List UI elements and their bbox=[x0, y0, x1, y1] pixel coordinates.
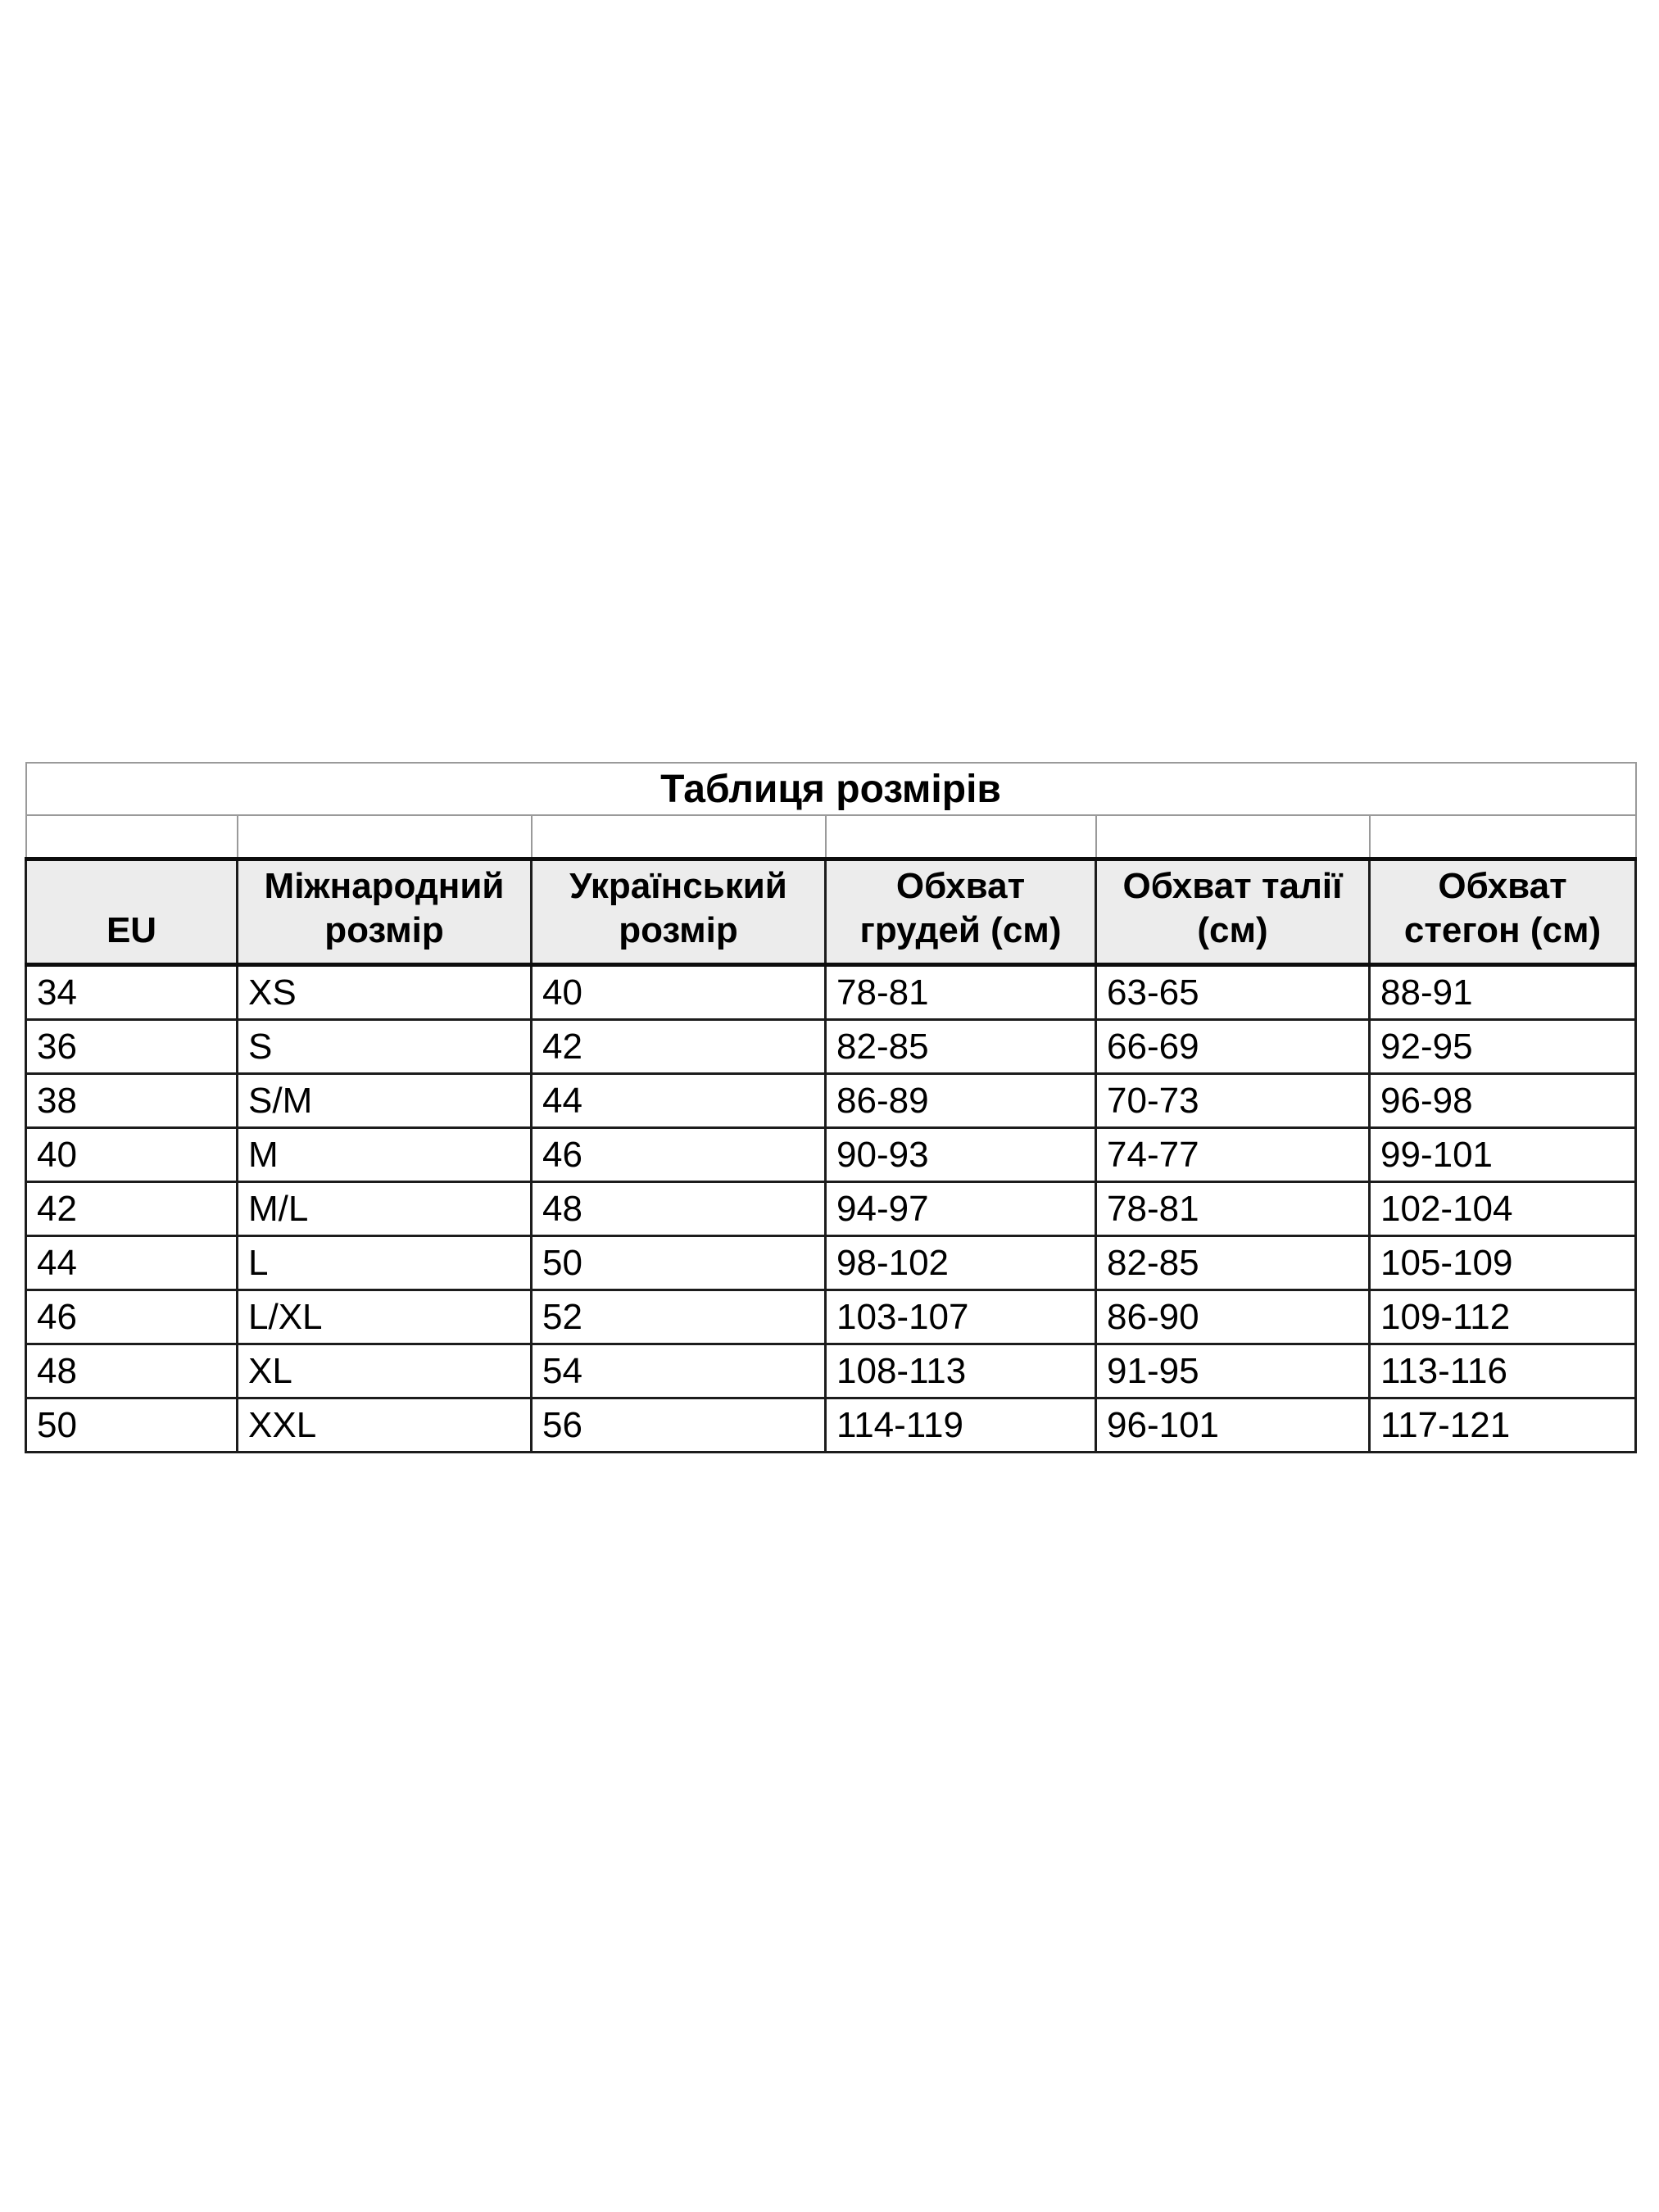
table-cell: 66-69 bbox=[1096, 1020, 1370, 1074]
table-cell: 78-81 bbox=[1096, 1182, 1370, 1236]
table-cell: 117-121 bbox=[1370, 1398, 1636, 1453]
table-cell: 82-85 bbox=[826, 1020, 1096, 1074]
table-cell: XS bbox=[238, 965, 532, 1020]
table-cell: L bbox=[238, 1236, 532, 1290]
table-cell: M bbox=[238, 1128, 532, 1182]
table-header-row bbox=[26, 859, 1636, 965]
table-cell: 103-107 bbox=[826, 1290, 1096, 1344]
table-cell: 88-91 bbox=[1370, 965, 1636, 1020]
table-cell: S/M bbox=[238, 1074, 532, 1128]
table-row bbox=[26, 1020, 1636, 1074]
table-row bbox=[26, 1290, 1636, 1344]
table-cell: XL bbox=[238, 1344, 532, 1398]
column-header-1: Міжнародний розмір bbox=[238, 859, 532, 965]
table-cell: 63-65 bbox=[1096, 965, 1370, 1020]
table-cell: 91-95 bbox=[1096, 1344, 1370, 1398]
table-cell: 46 bbox=[26, 1290, 238, 1344]
table-cell: 74-77 bbox=[1096, 1128, 1370, 1182]
table-cell: 86-90 bbox=[1096, 1290, 1370, 1344]
column-header-4: Обхват талії (см) bbox=[1096, 859, 1370, 965]
table-cell: L/XL bbox=[238, 1290, 532, 1344]
table-cell: 52 bbox=[532, 1290, 826, 1344]
table-cell: 70-73 bbox=[1096, 1074, 1370, 1128]
table-row bbox=[26, 1128, 1636, 1182]
spacer-cell bbox=[826, 815, 1096, 859]
table-row bbox=[26, 965, 1636, 1020]
column-header-5: Обхват стегон (см) bbox=[1370, 859, 1636, 965]
table-cell: 98-102 bbox=[826, 1236, 1096, 1290]
table-cell: 54 bbox=[532, 1344, 826, 1398]
column-header-3: Обхват грудей (см) bbox=[826, 859, 1096, 965]
size-table-container bbox=[25, 762, 1637, 1453]
table-cell: 86-89 bbox=[826, 1074, 1096, 1128]
size-table bbox=[25, 762, 1637, 1453]
column-header-0: EU bbox=[26, 859, 238, 965]
table-cell: 44 bbox=[26, 1236, 238, 1290]
table-cell: 38 bbox=[26, 1074, 238, 1128]
table-cell: 96-101 bbox=[1096, 1398, 1370, 1453]
table-cell: 42 bbox=[532, 1020, 826, 1074]
spacer-cell bbox=[532, 815, 826, 859]
table-spacer-row bbox=[26, 815, 1636, 859]
table-row bbox=[26, 1182, 1636, 1236]
table-cell: 46 bbox=[532, 1128, 826, 1182]
spacer-cell bbox=[1096, 815, 1370, 859]
table-cell: 94-97 bbox=[826, 1182, 1096, 1236]
spacer-cell bbox=[26, 815, 238, 859]
table-title: Таблиця розмірів bbox=[26, 763, 1636, 815]
table-cell: 44 bbox=[532, 1074, 826, 1128]
table-cell: 36 bbox=[26, 1020, 238, 1074]
table-row bbox=[26, 1398, 1636, 1453]
spacer-cell bbox=[1370, 815, 1636, 859]
table-cell: 50 bbox=[26, 1398, 238, 1453]
table-cell: 108-113 bbox=[826, 1344, 1096, 1398]
table-cell: 78-81 bbox=[826, 965, 1096, 1020]
table-cell: 40 bbox=[26, 1128, 238, 1182]
spacer-cell bbox=[238, 815, 532, 859]
table-cell: 105-109 bbox=[1370, 1236, 1636, 1290]
table-cell: 96-98 bbox=[1370, 1074, 1636, 1128]
table-row bbox=[26, 1236, 1636, 1290]
table-cell: 90-93 bbox=[826, 1128, 1096, 1182]
table-cell: 56 bbox=[532, 1398, 826, 1453]
table-cell: 114-119 bbox=[826, 1398, 1096, 1453]
table-cell: 109-112 bbox=[1370, 1290, 1636, 1344]
table-title-row bbox=[26, 763, 1636, 815]
table-cell: 48 bbox=[532, 1182, 826, 1236]
table-cell: 82-85 bbox=[1096, 1236, 1370, 1290]
table-row bbox=[26, 1074, 1636, 1128]
table-cell: 40 bbox=[532, 965, 826, 1020]
table-cell: 92-95 bbox=[1370, 1020, 1636, 1074]
table-cell: S bbox=[238, 1020, 532, 1074]
column-header-2: Український розмір bbox=[532, 859, 826, 965]
table-cell: 113-116 bbox=[1370, 1344, 1636, 1398]
table-cell: 99-101 bbox=[1370, 1128, 1636, 1182]
table-cell: 50 bbox=[532, 1236, 826, 1290]
table-cell: 42 bbox=[26, 1182, 238, 1236]
table-cell: XXL bbox=[238, 1398, 532, 1453]
table-cell: 34 bbox=[26, 965, 238, 1020]
table-cell: M/L bbox=[238, 1182, 532, 1236]
table-cell: 48 bbox=[26, 1344, 238, 1398]
table-cell: 102-104 bbox=[1370, 1182, 1636, 1236]
table-row bbox=[26, 1344, 1636, 1398]
